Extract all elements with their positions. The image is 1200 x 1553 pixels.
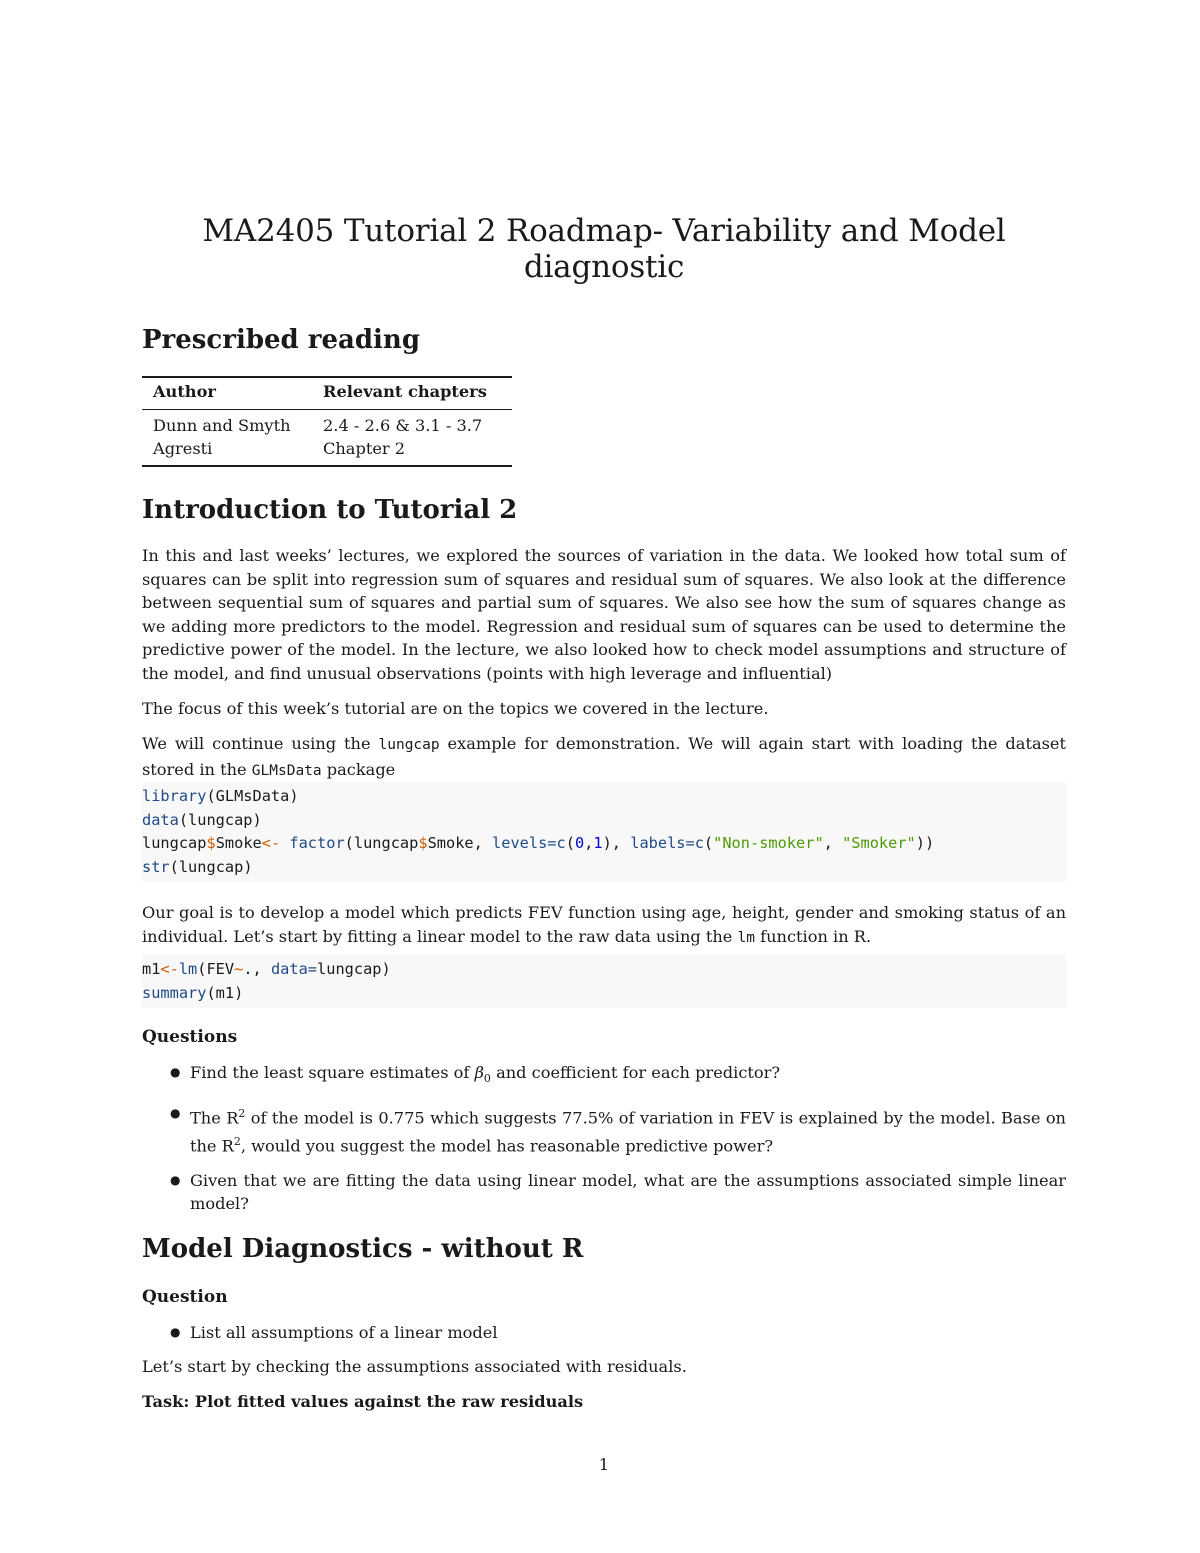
bullet-icon: ● bbox=[170, 1105, 181, 1120]
inline-code: GLMsData bbox=[251, 762, 322, 779]
intro-paragraph-2: The focus of this week’s tutorial are on the topics we covered in the lecture. bbox=[142, 699, 769, 718]
code-block-fit-model: m1<-lm(FEV~., data=lungcap) summary(m1) bbox=[142, 955, 1066, 1008]
task-label: Task: bbox=[142, 1392, 190, 1411]
inline-code: lungcap bbox=[378, 737, 440, 753]
diagnostics-question-list bbox=[142, 1321, 1066, 1345]
table-cell: Agresti bbox=[153, 439, 213, 458]
section-heading-introduction: Introduction to Tutorial 2 bbox=[142, 495, 518, 525]
table-top-rule bbox=[142, 376, 512, 378]
bullet-icon: ● bbox=[170, 1172, 181, 1187]
code-block-load-data: library(GLMsData) data(lungcap) lungcap$Smoke<- factor(lungcap$Smoke, levels=c(0,1), labels=c("Non-smoker", "Smoker")) str(lungcap) bbox=[142, 782, 1066, 882]
table-cell: Chapter 2 bbox=[323, 439, 406, 458]
document-title: MA2405 Tutorial 2 Roadmap- Variability and Model diagnostic bbox=[202, 213, 1006, 285]
table-header-author: Author bbox=[153, 382, 216, 401]
list-item: ● Given that we are fitting the data using linear model, what are the assumptions associated simple linear model? bbox=[170, 1170, 1066, 1214]
questions-list bbox=[142, 1061, 1066, 1216]
list-item: ● Find the least square estimates of $\beta_0$ and coefficient for each predictor? bbox=[170, 1063, 781, 1086]
list-item: ● List all assumptions of a linear model bbox=[142, 1321, 1066, 1345]
inline-code: lm bbox=[737, 929, 755, 946]
task-line bbox=[142, 1390, 1066, 1414]
subheading-questions: Questions bbox=[142, 1027, 238, 1047]
document-page bbox=[142, 0, 1066, 1553]
page-number: 1 bbox=[598, 1455, 610, 1474]
diagnostics-paragraph: Let’s start by checking the assumptions associated with residuals. bbox=[142, 1357, 687, 1376]
bullet-icon: ● bbox=[170, 1325, 181, 1339]
section-heading-prescribed-reading: Prescribed reading bbox=[142, 325, 421, 355]
list-item: ● The $R^2$ of the model is 0.775 which suggests 77.5% of variation in FEV is explained by the model. Base on the $R^2$, would you suggest the model has reasonable predictive power? bbox=[142, 1102, 1066, 1158]
section-heading-model-diagnostics: Model Diagnostics - without R bbox=[142, 1234, 584, 1264]
table-cell: 2.4 - 2.6 & 3.1 - 3.7 bbox=[323, 416, 483, 435]
subheading-question: Question bbox=[142, 1287, 228, 1307]
table-mid-rule bbox=[142, 409, 512, 410]
task-text: Plot fitted values against the raw residuals bbox=[189, 1392, 584, 1411]
intro-paragraph-1: In this and last weeks’ lectures, we explored the sources of variation in the data. We looked how total sum of squares can be split into regression sum of squares and residual sum of squares. We also look at the difference between sequential sum of squares and partial sum of squares. We also see how the sum of squares change as we adding more predictors to the model. Regression and residual sum of squares can be used to determine the predictive power of the model. In the lecture, we also looked how to check model assumptions and structure of the model, and find unusual observations (points with high leverage and influential) bbox=[142, 546, 1066, 683]
table-cell: Dunn and Smyth bbox=[153, 416, 291, 435]
intro-paragraph-3: We will continue using the lungcap example for demonstration. We will again start with loading the dataset stored in the GLMsData package bbox=[142, 734, 1066, 779]
intro-paragraph-4: Our goal is to develop a model which predicts FEV function using age, height, gender and smoking status of an individual. Let’s start by fitting a linear model to the raw data using the lm function in R. bbox=[142, 903, 1066, 946]
table-bottom-rule bbox=[142, 465, 512, 467]
bullet-icon: ● bbox=[170, 1065, 181, 1079]
table-header-chapters: Relevant chapters bbox=[323, 382, 487, 401]
